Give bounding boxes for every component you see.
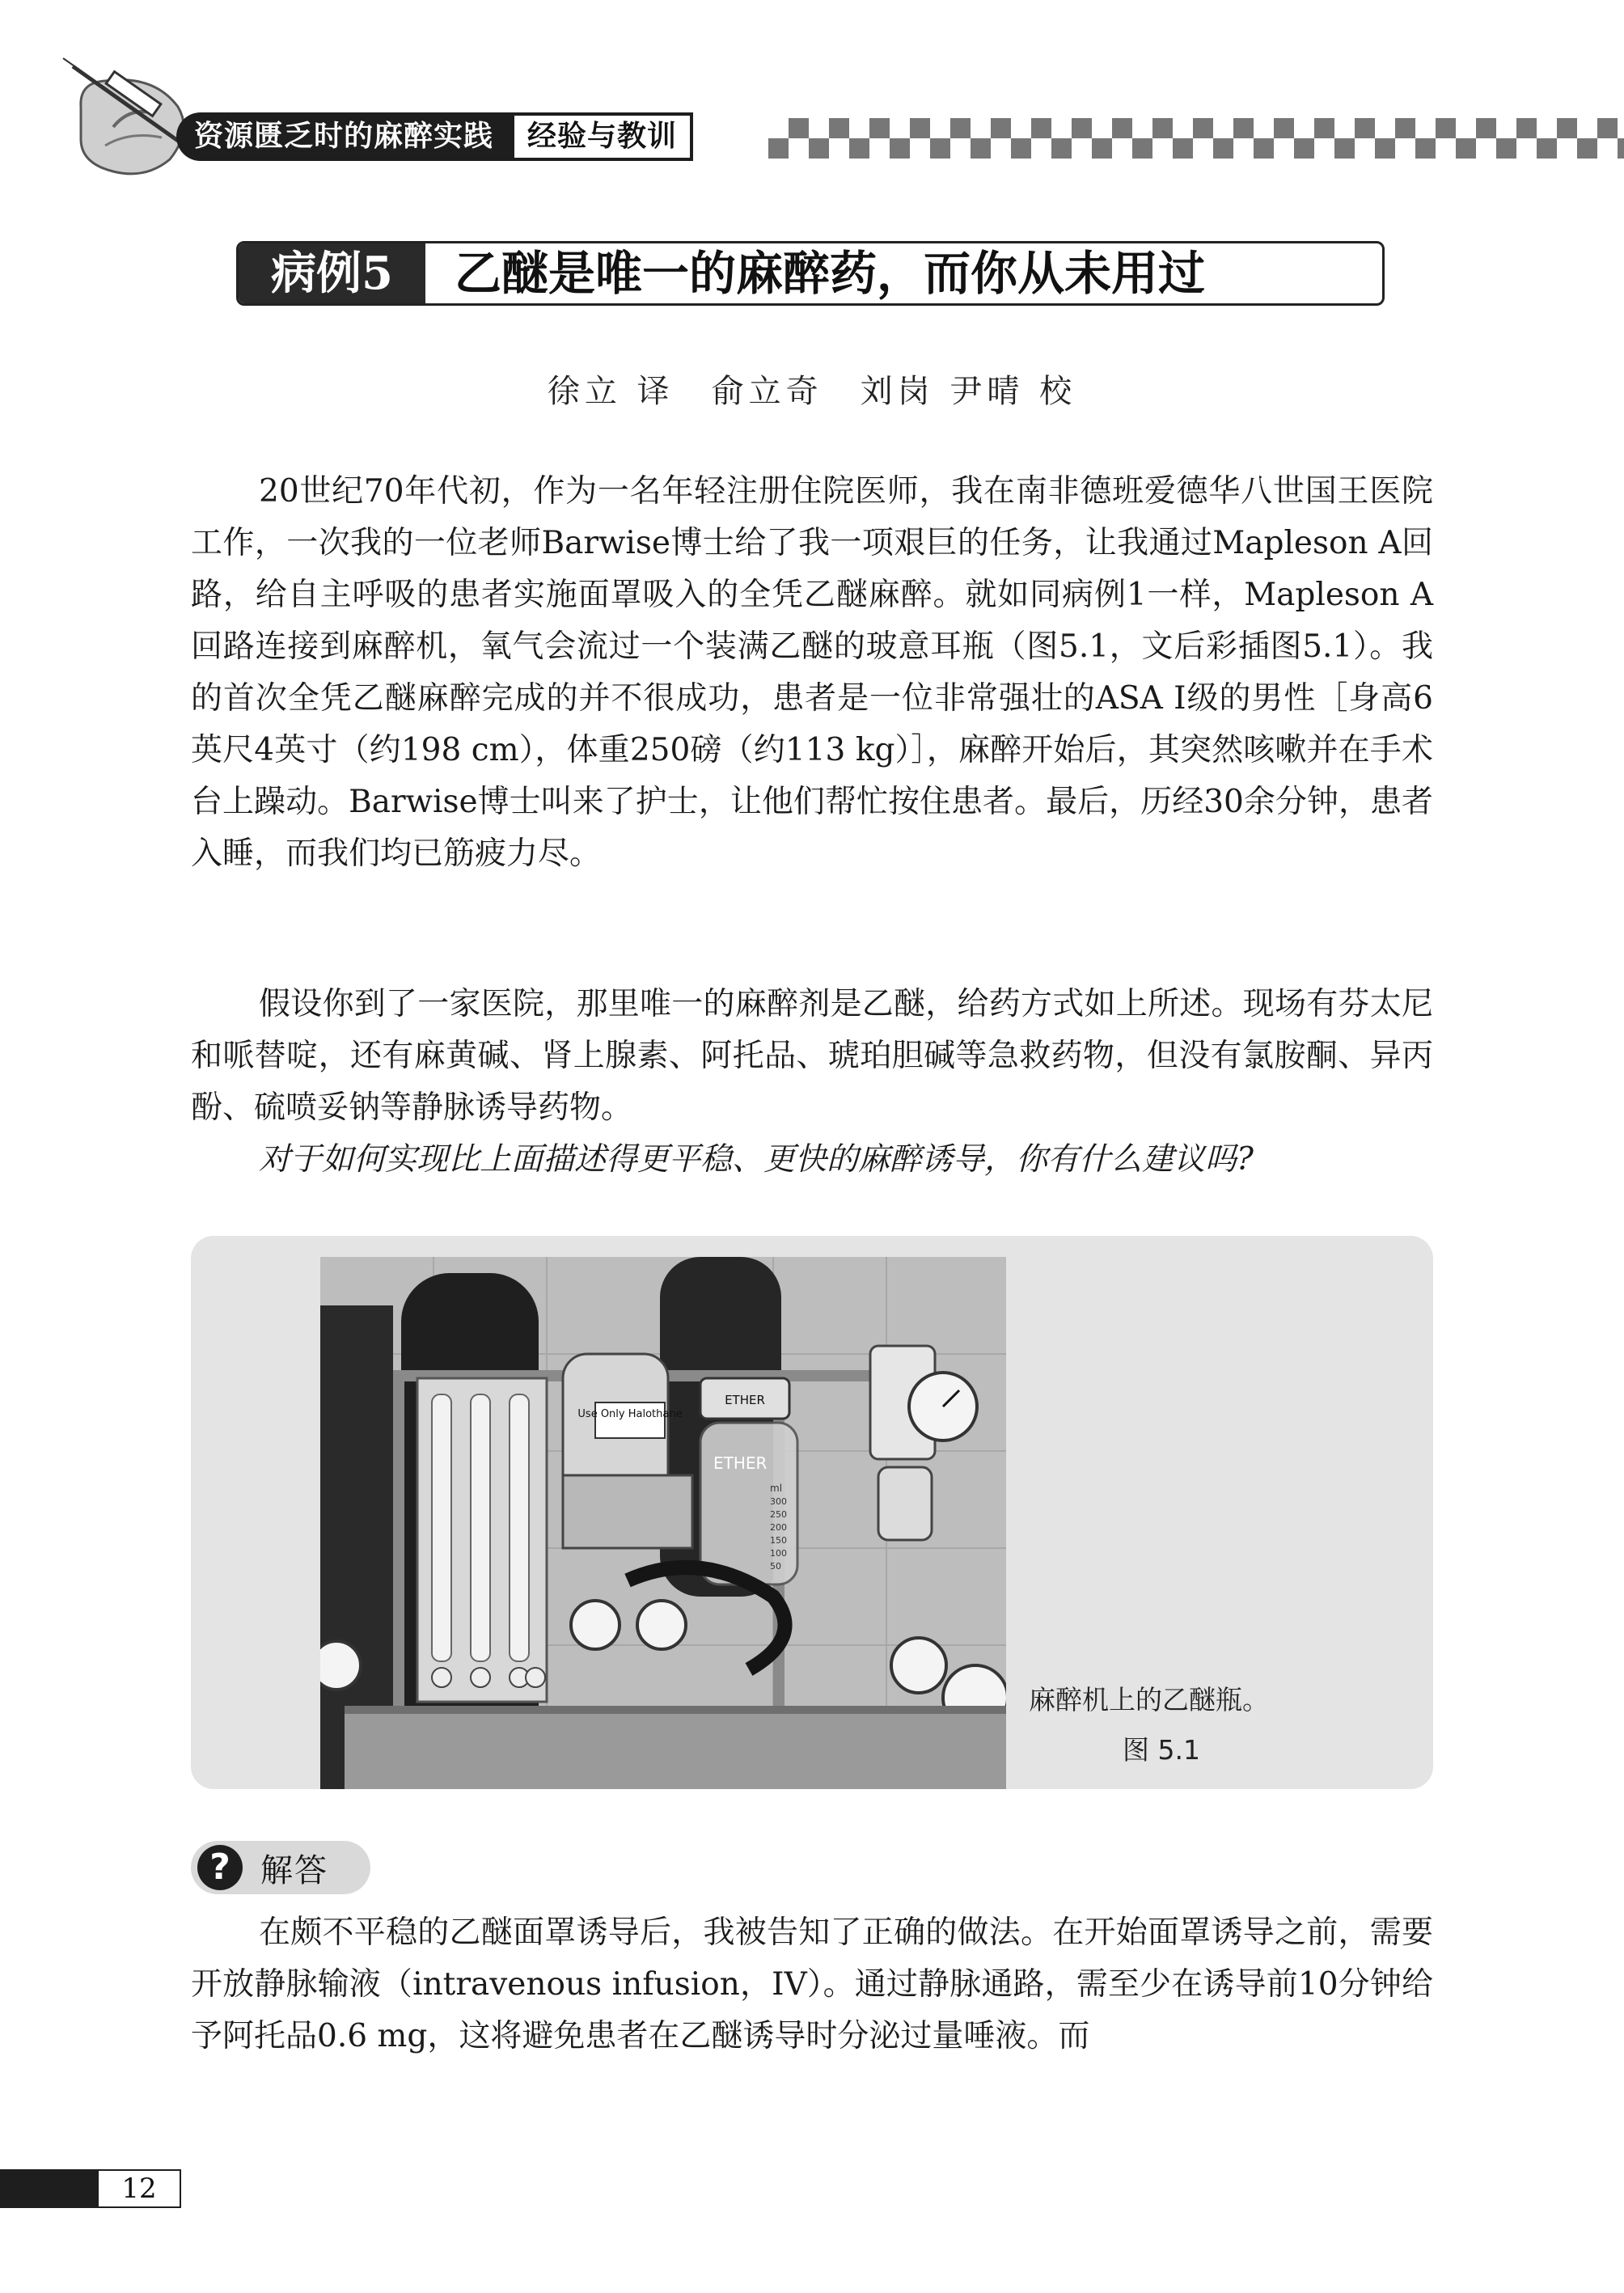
question-paragraph: 对于如何实现比上面描述得更平稳、更快的麻醉诱导，你有什么建议吗? [259, 1141, 1254, 1178]
scale-250: 250 [770, 1509, 787, 1520]
page-header [0, 0, 1624, 178]
figure-5-1 [191, 1236, 1433, 1789]
ether-top-label: ETHER [725, 1393, 765, 1407]
scale-100: 100 [770, 1548, 787, 1559]
ether-bottle-label: ETHER [713, 1453, 768, 1473]
scale-150: 150 [770, 1535, 787, 1546]
answer-paragraph: 在颇不平稳的乙醚面罩诱导后，我被告知了正确的做法。在开始面罩诱导之前，需要开放静脉输液（intravenous infusion，IV）。通过静脉通路，需至少在诱导前10分钟给予阿托品0.6 mg，这将避免患者在乙醚诱导时分泌过量唾液。而 [191, 1914, 1433, 2054]
ml-label: ml [770, 1483, 783, 1494]
answer-label: 解答 [260, 1851, 328, 1889]
figure-caption: 麻醉机上的乙醚瓶。 [1029, 1684, 1269, 1716]
scale-300: 300 [770, 1496, 787, 1507]
case-number: 病例5 [239, 243, 425, 303]
page-number: 12 [97, 2169, 181, 2208]
footer-bar [0, 2169, 97, 2208]
book-title: 资源匮乏时的麻醉实践 [176, 112, 511, 161]
section-label: 经验与教训 [511, 112, 693, 161]
paragraph-1: 20世纪70年代初，作为一名年轻注册住院医师，我在南非德班爱德华八世国王医院工作，一次我的一位老师Barwise博士给了我一项艰巨的任务，让我通过Mapleson A回路，给自主呼吸的患者实施面罩吸入的全凭乙醚麻醉。就如同病例1一样，Mapleson A回路连接到麻醉机，氧气会流过一个装满乙醚的玻意耳瓶（图5.1，文后彩插图5.1）。我的首次全凭乙醚麻醉完成的并不很成功，患者是一位非常强壮的ASA Ⅰ级的男性［身高6英尺4英寸（约198 cm），体重250磅（约113 kg）］，麻醉开始后，其突然咳嗽并在手术台上躁动。Barwise博士叫来了护士，让他们帮忙按住患者。最后，历经30余分钟，患者入睡，而我们均已筋疲力尽。 [191, 473, 1433, 872]
checker-pattern [768, 118, 1624, 159]
scale-50: 50 [770, 1561, 781, 1572]
running-head [176, 112, 734, 161]
question-mark-icon: ? [197, 1845, 243, 1890]
anesthesia-machine-photo [320, 1257, 1006, 1789]
scale-200: 200 [770, 1522, 787, 1533]
halothane-label: Use Only Halothane [577, 1408, 683, 1420]
translator-credits: 徐立 译 俞立奇 刘岗 尹晴 校 [547, 373, 1077, 410]
paragraph-2: 假设你到了一家医院，那里唯一的麻醉剂是乙醚，给药方式如上所述。现场有芬太尼和哌替啶，还有麻黄碱、肾上腺素、阿托品、琥珀胆碱等急救药物，但没有氯胺酮、异丙酚、硫喷妥钠等静脉诱导药物。 [191, 986, 1433, 1126]
case-title: 乙醚是唯一的麻醉药，而你从未用过 [454, 246, 1205, 301]
answer-heading [191, 1841, 370, 1894]
case-title-box [236, 241, 1385, 306]
figure-number: 图 5.1 [1123, 1734, 1200, 1766]
